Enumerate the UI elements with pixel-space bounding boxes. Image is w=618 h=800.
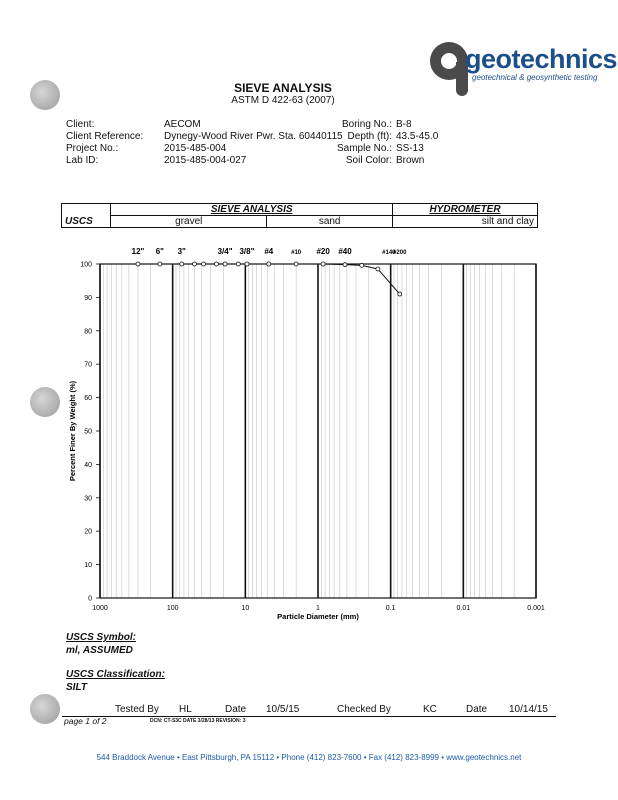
minor-gridlines	[103, 264, 514, 598]
sieve-analysis-header: SIEVE ANALYSIS	[111, 204, 393, 216]
checked-by-label: Checked By	[337, 704, 391, 715]
value-client-reference: Dynegy-Wood River Pwr. Sta. 60440115	[164, 131, 343, 142]
data-point	[158, 262, 162, 266]
y-tick-label: 40	[84, 461, 92, 469]
data-point	[294, 262, 298, 266]
gravel-range: gravel	[111, 216, 267, 228]
value-project-no: 2015-485-004	[164, 143, 227, 154]
label-client: Client:	[66, 119, 95, 130]
uscs-symbol-value: ml, ASSUMED	[66, 645, 133, 656]
sieve-label: 6"	[155, 247, 164, 256]
y-tick-label: 10	[84, 562, 92, 570]
x-tick-label: 1000	[92, 605, 108, 612]
label-soil-color: Soil Color:	[345, 155, 392, 166]
report-title: SIEVE ANALYSIS	[234, 81, 332, 95]
hydrometer-header: HYDROMETER	[393, 204, 538, 216]
uscs-classification-value: SILT	[66, 682, 87, 693]
y-axis-ticks	[80, 262, 100, 603]
tested-by-label: Tested By	[115, 704, 159, 715]
sieve-size-labels	[132, 247, 407, 256]
value-boring-no: B-8	[396, 119, 412, 130]
logo-tagline: geotechnical & geosynthetic testing	[472, 73, 598, 82]
x-tick-label: 10	[241, 605, 250, 612]
data-point	[360, 263, 364, 267]
x-tick-label: 100	[166, 605, 179, 612]
y-tick-label: 20	[84, 528, 92, 536]
y-tick-label: 30	[84, 495, 92, 503]
x-tick-label: 0.1	[385, 605, 396, 612]
label-client-reference: Client Reference:	[66, 131, 144, 142]
data-point	[267, 262, 271, 266]
y-tick-label: 70	[84, 361, 92, 369]
tested-date-value: 10/5/15	[266, 704, 300, 715]
sieve-label: #4	[264, 247, 274, 256]
value-soil-color: Brown	[396, 155, 425, 166]
data-point	[223, 262, 227, 266]
y-tick-label: 50	[84, 428, 92, 436]
sieve-label: #200	[393, 250, 407, 256]
y-tick-label: 100	[80, 261, 92, 269]
uscs-classification-title: USCS Classification:	[66, 669, 165, 680]
document-control-number: DCN: CT-S3C DATE 3/28/13 REVISION: 3	[150, 718, 246, 724]
report-standard: ASTM D 422-63 (2007)	[231, 95, 335, 106]
x-axis-label: Particle Diameter (mm)	[277, 612, 359, 621]
uscs-label: USCS	[62, 204, 111, 228]
page-number: page 1 of 2	[64, 716, 107, 726]
silt-clay-range: silt and clay	[393, 216, 538, 228]
company-address: 544 Braddock Avenue • East Pittsburgh, PA 15112 • Phone (412) 823-7600 • Fax (412) 823-8999 • www.geotechnics.net	[96, 753, 522, 762]
label-lab-id: Lab ID:	[66, 155, 99, 166]
label-depth: Depth (ft):	[347, 131, 392, 142]
data-point	[180, 262, 184, 266]
value-client: AECOM	[164, 119, 201, 130]
sieve-label: 3/8"	[239, 247, 255, 256]
sieve-label: 12"	[131, 247, 145, 256]
y-tick-label: 90	[84, 294, 92, 302]
y-tick-label: 0	[88, 595, 92, 603]
y-tick-label: 80	[84, 328, 92, 336]
data-point	[398, 292, 402, 296]
data-point	[321, 262, 325, 266]
value-depth: 43.5-45.0	[396, 131, 439, 142]
y-tick-label: 60	[84, 395, 92, 403]
checked-date-value: 10/14/15	[509, 704, 548, 715]
checked-date-label: Date	[466, 704, 488, 715]
data-point	[193, 262, 197, 266]
data-point	[236, 262, 240, 266]
sieve-label: #140	[382, 250, 396, 256]
sieve-label: 3"	[177, 247, 186, 256]
sieve-label: #10	[291, 250, 302, 256]
data-point	[376, 267, 380, 271]
sieve-label: #40	[338, 247, 352, 256]
signoff-rule	[62, 716, 556, 717]
tested-date-label: Date	[225, 704, 247, 715]
x-tick-label: 0.01	[456, 605, 471, 612]
data-point	[202, 262, 206, 266]
data-point	[214, 262, 218, 266]
sieve-label: #20	[316, 247, 330, 256]
checked-by-value: KC	[423, 704, 437, 715]
uscs-symbol-title: USCS Symbol:	[66, 632, 137, 643]
y-axis-label: Percent Finer By Weight (%)	[68, 380, 77, 482]
sieve-label: 3/4"	[217, 247, 233, 256]
tested-by-value: HL	[179, 704, 192, 715]
data-point	[245, 262, 249, 266]
label-project-no: Project No.:	[66, 143, 119, 154]
data-point	[136, 262, 140, 266]
logo-wordmark: geotechnics	[465, 44, 618, 74]
x-tick-label: 1	[316, 605, 320, 612]
gradation-curve	[138, 264, 400, 294]
x-tick-label: 0.001	[527, 605, 545, 612]
x-axis-ticks	[92, 605, 545, 612]
sand-range: sand	[267, 216, 393, 228]
value-lab-id: 2015-485-004-027	[164, 155, 247, 166]
value-sample-no: SS-13	[396, 143, 424, 154]
label-boring-no: Boring No.:	[341, 119, 392, 130]
label-sample-no: Sample No.:	[336, 143, 392, 154]
data-point	[343, 263, 347, 267]
